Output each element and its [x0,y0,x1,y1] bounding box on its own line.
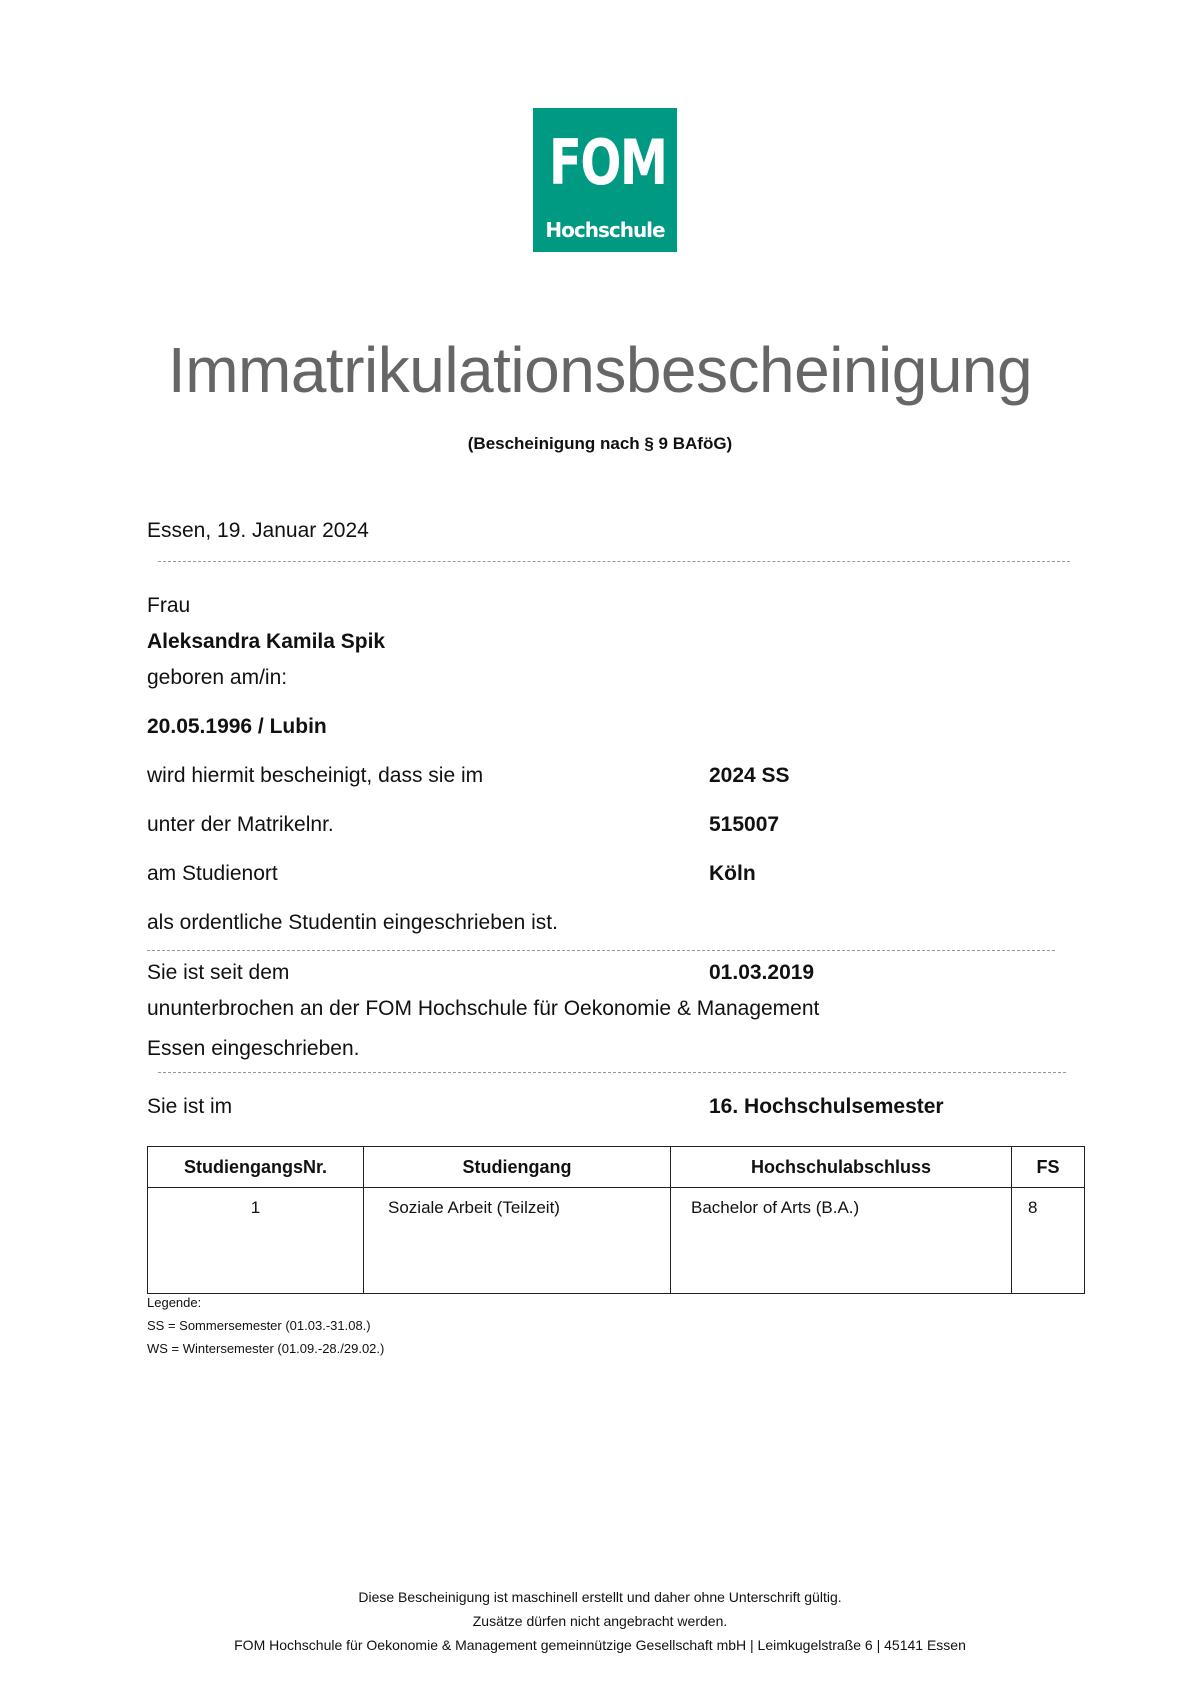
student-name: Aleksandra Kamila Spik [147,630,386,653]
legend-ws: WS = Wintersemester (01.09.-28./29.02.) [147,1341,385,1356]
born-label: geboren am/in: [147,666,288,689]
document-title: Immatrikulationsbescheinigung [167,334,1033,406]
uninterrupted-line-2: Essen eingeschrieben. [147,1037,360,1060]
born-value: 20.05.1996 / Lubin [147,715,327,738]
semester-year-value: 2024 SS [709,764,790,787]
footer-line-1: Diese Bescheinigung ist maschinell erstellt und daher ohne Unterschrift gültig. [358,1589,842,1605]
cell-course-number: 1 [148,1188,364,1294]
header-course-name: Studiengang [364,1147,671,1188]
footer-line-3: FOM Hochschule für Oekonomie & Management gemeinnützige Gesellschaft mbH | Leimkugelstraße 6 | 45141 Essen [234,1637,966,1653]
cell-fs: 8 [1012,1188,1085,1294]
place-date: Essen, 19. Januar 2024 [147,519,369,542]
footer-line-2: Zusätze dürfen nicht angebracht werden. [472,1613,728,1629]
divider-2 [147,950,1055,951]
fom-logo [533,108,677,252]
header-course-number: StudiengangsNr. [148,1147,364,1188]
enrolled-statement: als ordentliche Studentin eingeschrieben ist. [147,911,558,934]
salutation: Frau [147,594,191,617]
document-subtitle: (Bescheinigung nach § 9 BAföG) [467,434,733,453]
divider-1 [158,561,1070,562]
uninterrupted-line-1: ununterbrochen an der FOM Hochschule für Oekonomie & Management [147,997,820,1020]
cell-course-name: Soziale Arbeit (Teilzeit) [364,1188,671,1294]
semester-count-value: 16. Hochschulsemester [709,1095,944,1118]
logo-text-hochschule: Hochschule [545,218,665,242]
course-table [147,1146,1085,1294]
divider-3 [158,1072,1066,1073]
matriculation-label: unter der Matrikelnr. [147,813,334,836]
table-header-row [148,1147,1085,1188]
logo-text-fom: FOM [548,126,667,199]
cell-degree: Bachelor of Arts (B.A.) [671,1188,1012,1294]
matriculation-number: 515007 [709,813,780,836]
enrolled-since-date: 01.03.2019 [709,961,815,984]
semester-count-label: Sie ist im [147,1095,233,1118]
header-fs: FS [1012,1147,1085,1188]
legend-ss: SS = Sommersemester (01.03.-31.08.) [147,1318,371,1333]
enrolled-since-label: Sie ist seit dem [147,961,290,984]
header-degree: Hochschulabschluss [671,1147,1012,1188]
study-location-value: Köln [709,862,756,885]
study-location-label: am Studienort [147,862,278,885]
table-row [148,1188,1085,1294]
legend-title: Legende: [147,1295,202,1310]
semester-year-label: wird hiermit bescheinigt, dass sie im [147,764,484,787]
